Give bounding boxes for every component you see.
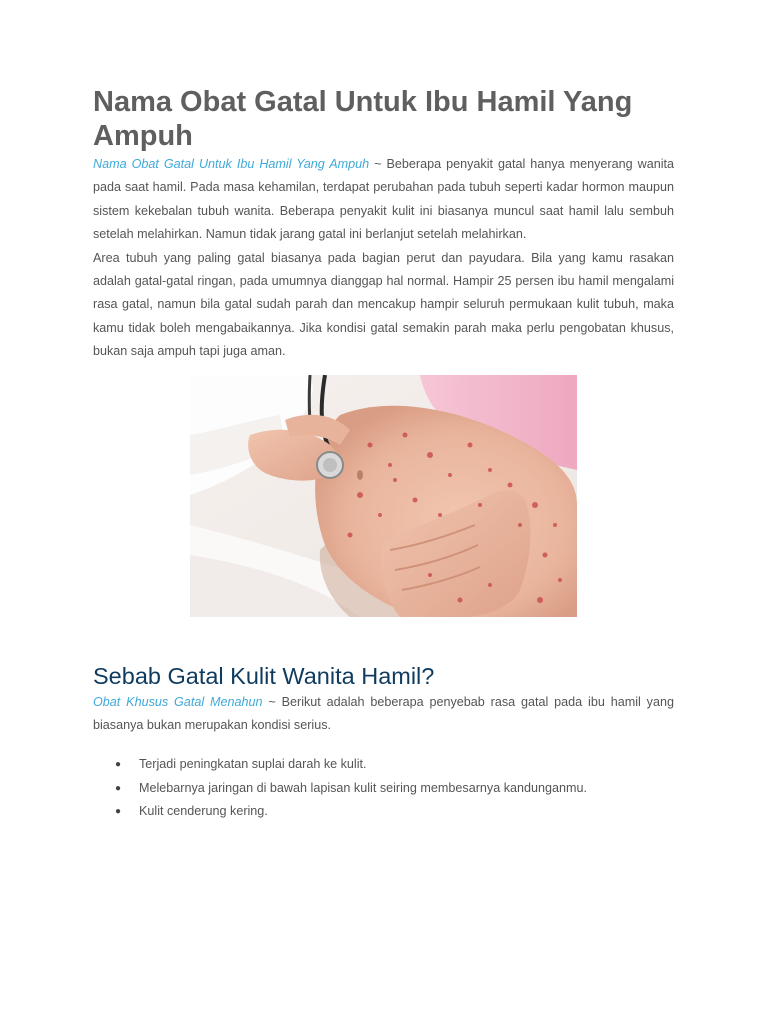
section-text: ~ Berikut adalah beberapa penyebab rasa gatal pada ibu hamil yang biasanya bukan merupakan kondisi serius. (93, 694, 674, 733)
intro-text: ~ Beberapa penyakit gatal hanya menyerang wanita pada saat hamil. Pada masa kehamilan, terdapat perubahan pada tubuh seperti kadar hormon maupun sistem kekebalan tubuh wanita. Beberapa penyakit kulit ini biasanya muncul saat hamil lalu sembuh setelah melahirkan. Namun tidak jarang gatal ini berlanjut setelah melahirkan. (93, 157, 675, 242)
list-item-text: Melebarnya jaringan di bawah lapisan kulit seiring membesarnya kandunganmu. (139, 780, 588, 795)
article (93, 85, 674, 824)
list-item (93, 800, 674, 823)
bullet-icon: ● (115, 782, 122, 794)
bullet-icon: ● (115, 806, 122, 818)
list-item-text: Kulit cenderung kering. (139, 804, 268, 819)
intro-link[interactable]: Nama Obat Gatal Untuk Ibu Hamil Yang Ampuh (93, 157, 370, 171)
section-paragraph (93, 691, 674, 738)
section-link[interactable]: Obat Khusus Gatal Menahun (93, 694, 263, 709)
list-item (93, 777, 674, 800)
photo-illustration (190, 375, 577, 617)
list-item-text: Terjadi peningkatan suplai darah ke kulit. (139, 757, 367, 772)
page-title: Nama Obat Gatal Untuk Ibu Hamil Yang Ampuh (93, 86, 633, 152)
list-item (93, 753, 674, 776)
cause-list (93, 753, 674, 823)
paragraph-2: Area tubuh yang paling gatal biasanya pada bagian perut dan payudara. Bila yang kamu rasakan adalah gatal-gatal ringan, pada umumnya dianggap hal normal. Hampir 25 persen ibu hamil mengalami rasa gatal, namun bila gatal sudah parah dan mencakup hampir seluruh permukaan kulit tubuh, maka kamu tidak boleh mengabaikannya. Jika kondisi gatal semakin parah maka perlu pengobatan khusus, bukan saja ampuh tapi juga aman. (93, 250, 674, 359)
bullet-icon: ● (115, 759, 122, 771)
pregnant-belly-rash-photo (190, 375, 577, 617)
intro-paragraph (93, 153, 674, 247)
section-heading: Sebab Gatal Kulit Wanita Hamil? (93, 662, 435, 689)
